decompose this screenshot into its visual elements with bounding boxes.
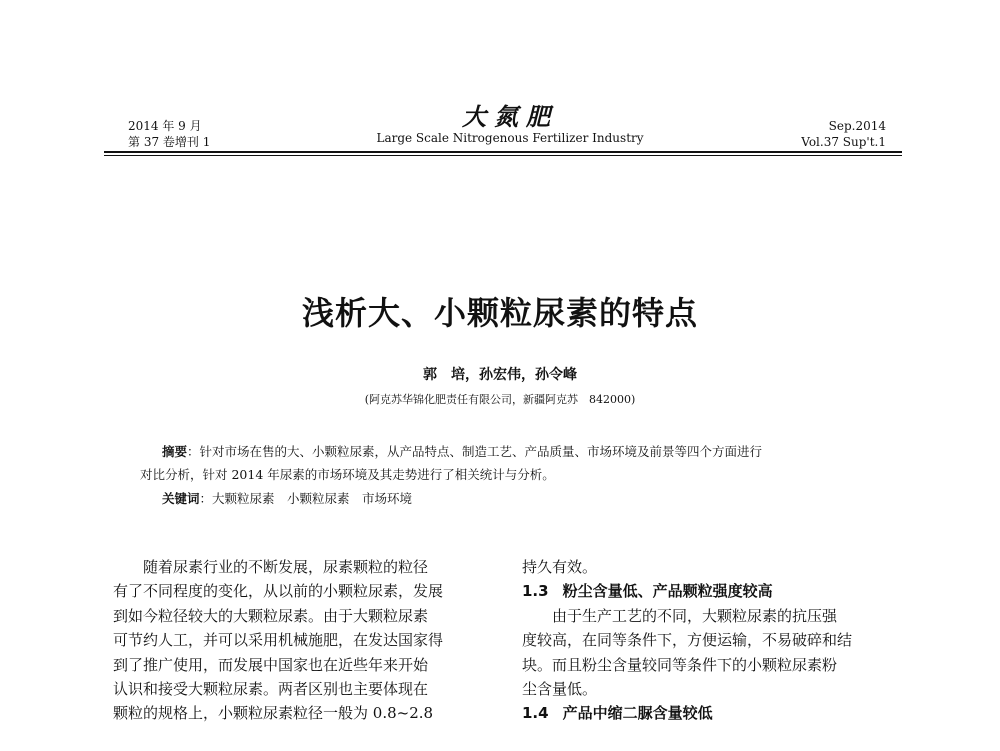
abstract-text-1: ：针对市场在售的大、小颗粒尿素，从产品特点、制造工艺、产品质量、市场环境及前景等四个方面进行 (187, 444, 763, 459)
header-rule-thin (104, 155, 902, 156)
body-line: 随着尿素行业的不断发展，尿素颗粒的粒径 (143, 558, 429, 576)
journal-masthead (360, 104, 660, 146)
abstract-line-2: 对比分析，针对 2014 年尿素的市场环境及其走势进行了相关统计与分析。 (140, 467, 555, 482)
body-column-right (522, 555, 908, 726)
header-volume-en: Vol.37 Sup't.1 (801, 135, 886, 149)
section-number: 1.3 (522, 582, 549, 601)
body-line: 颗粒的规格上，小颗粒尿素粒径一般为 0.8~2.8 (113, 704, 434, 723)
abstract-line-1 (162, 442, 762, 460)
header-date: 2014 年 9 月 (128, 119, 202, 133)
section-heading-1-4 (522, 701, 908, 725)
abstract-label: 摘要 (162, 444, 188, 459)
body-column-left (113, 555, 493, 726)
keywords-label: 关键词 (162, 491, 200, 506)
body-line: 块。而且粉尘含量较同等条件下的小颗粒尿素粉 (522, 655, 838, 674)
section-number: 1.4 (522, 704, 549, 723)
section-title: 粉尘含量低、产品颗粒强度较高 (562, 582, 773, 601)
header-date-en: Sep.2014 (828, 119, 886, 133)
section-title: 产品中缩二脲含量较低 (562, 704, 713, 723)
body-line: 由于生产工艺的不同，大颗粒尿素的抗压强 (552, 606, 838, 625)
section-heading-1-3 (522, 579, 908, 603)
body-line: 到了推广使用，而发展中国家也在近些年来开始 (113, 655, 429, 674)
body-line: 认识和接受大颗粒尿素。两者区别也主要体现在 (113, 680, 429, 699)
body-line: 有了不同程度的变化，从以前的小颗粒尿素，发展 (113, 582, 444, 601)
header-date-volume (128, 118, 210, 150)
article-title: 浅析大、小颗粒尿素的特点 (301, 294, 698, 332)
keywords-text: ：大颗粒尿素 小颗粒尿素 市场环境 (199, 491, 413, 506)
body-line: 持久有效。 (522, 558, 598, 576)
header-volume: 第 37 卷增刊 1 (128, 135, 211, 149)
body-line: 到如今粒径较大的大颗粒尿素。由于大颗粒尿素 (113, 606, 429, 625)
keywords-line (162, 489, 412, 507)
body-line: 可节约人工，并可以采用机械施肥，在发达国家得 (113, 631, 444, 650)
header-date-volume-en (801, 118, 886, 150)
journal-logo-cn: 大氮肥 (462, 102, 558, 131)
journal-name-en: Large Scale Nitrogenous Fertilizer Industry (376, 131, 644, 145)
header-rule-thick (104, 151, 902, 153)
article-affiliation: (阿克苏华锦化肥责任有限公司，新疆阿克苏 842000) (364, 393, 636, 406)
body-line: 度较高，在同等条件下，方便运输，不易破碎和结 (522, 631, 853, 650)
article-authors: 郭 培，孙宏伟，孙令峰 (423, 367, 577, 383)
body-line: 尘含量低。 (522, 680, 598, 699)
